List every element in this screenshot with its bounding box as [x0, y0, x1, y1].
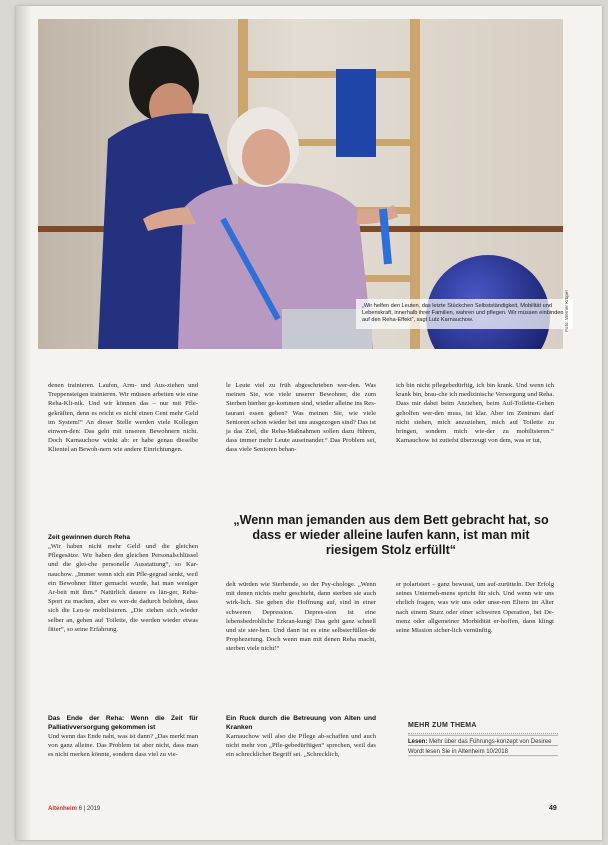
body-paragraph: ich bin nicht pflegebedürftig, ich bin krank. Und wenn ich krank bin, brau-che ich medizinische Versorgung und Reha. Dass mir dabei beim Anziehen, beim Auf-Toilette-Gehen geholfen wer-den muss, ist klar. Aber im Zentrum darf nicht stehen, mich anzuziehen, mich auf Toilette zu bringen, sondern mich wie-der zu mobilisieren.“ Karnauchow ist zutiefst überzeugt von dem, was er tut, — [396, 382, 554, 445]
pull-quote: „Wenn man jemanden aus dem Bett gebracht hat, so dass er wieder alleine laufen kann, ist man mit riesigem Stolz erfüllt“ — [233, 513, 549, 557]
more-on-topic-title: MEHR ZUM THEMA — [408, 722, 558, 734]
column-1-intro — [48, 381, 198, 455]
column-3-top — [396, 381, 554, 445]
body-paragraph: Karnauchow will also die Pflege ab-schaffen und auch nicht mehr von „Pfle-gebedürftigen“ sprechen, weil das ein schrecklicher Begriff sei. „Schrecklich, — [226, 733, 376, 759]
column-2-middle — [226, 580, 376, 654]
column-1-section-reha — [48, 533, 198, 634]
subheading-ein-ruck: Ein Ruck durch die Betreuung von Alten und Kranken — [226, 715, 376, 731]
footer-issue: 6 | 2019 — [78, 806, 101, 812]
body-paragraph: „Wir haben nicht mehr Geld und die gleichen Pflegesätze. Wir haben den gleichen Personalschlüssel und die glei-che personelle Ausstattung“, so Kar-nauchow. „Immer wenn sich ein Pfle-gegrad senkt, weil ein Bewohner fitter gemacht wurde, hat man weniger Ar-beit mit ihm.“ Natürlich dauere es län-ger, Reha-Sport zu machen, aber es wer-de dadurch belohnt, dass sich die Leu-te mobilisieren. „Die ziehen sich wieder selber an, gehen auf Toilette, die werden wieder etwas fitter“, so seine Erfahrung. — [48, 543, 198, 633]
body-paragraph: er polarisiert – ganz bewusst, um auf-zurütteln. Der Erfolg seines Unterneh-mens spricht für sich. Und wenn wir uns ehrlich fragen, was wir uns oder unse-ren Eltern im Alter nach einem Sturz oder einer schweren Operation, bei De-menz oder allgemeiner Morbidität er-hoffen, dann klingt seine Mission sicher-lich vernünftig. — [396, 581, 554, 635]
subheading-zeit-gewinnen: Zeit gewinnen durch Reha — [48, 534, 131, 541]
body-paragraph: delt würden wie Sterbende, so der Psy-chologe. „Wenn mit denen nichts mehr geschieht, dann sterben sie auch wirk-lich. Sie geben die Hoffnung auf, sind in einer schweren Depression. Depres-sion ist eine lebensbedrohliche Erkran-kung! Das geht ganz schnell und sie ster-ben. Und dann ist es eine selbsterfüllen-de Prophezeiung. Doch wenn man mit denen Reha macht, sterben viele nicht!“ — [226, 581, 376, 653]
page-number: 49 — [549, 805, 557, 812]
footer-magazine — [48, 806, 100, 812]
body-paragraph: Und wenn das Ende naht, was ist dann? „Das merkt man von ganz alleine. Das Problem ist aber nicht, dass man es nicht merken könnte, sondern dass viel zu vie- — [48, 733, 198, 759]
body-paragraph: le Leute viel zu früh abgeschrieben wer-den. Was meinen Sie, wie viele unserer Bewohner, die zum Sterben hierher ge-kommen sind, wieder alleine ins Res-taurant essen gehen? Was meinen Sie, wie viele Senioren schon wieder bei uns ausgezogen sind? Das ist ja das Ziel, die Reha-Maßnahmen sollen dazu führen, dass immer mehr Leute auseinander.“ Das Problem sei, dass viele Senioren behan- — [226, 382, 376, 454]
footer-magazine-name: Altenheim — [48, 806, 78, 812]
subheading-ende-der-reha: Das Ende der Reha: Wenn die Zeit für Palliativversorgung gekommen ist — [48, 715, 198, 731]
body-paragraph: denen trainieren. Laufen, Arm- und Aus-ziehen und Treppensteigen trainieren. Wir müssen arbeiten wie eine Reha-Kli-nik. Und wir können das – nur mit Pfle-gekräften, denn es reicht es nicht einen Cent mehr Geld im System!“ An dieser Stelle werden viele Kollegen einwen-den: Das geht mit unseren Bewohnern nicht. Doch Karnauchow winkt ab: er habe genau dieselbe Klientel an Bewoh-nern wie andere Einrichtungen. — [48, 382, 198, 454]
column-3-middle — [396, 580, 554, 635]
more-on-topic-lead: Lesen: — [408, 739, 428, 745]
more-on-topic-box — [408, 722, 558, 757]
photo-caption: „Wir helfen den Leuten, das letzte Stückchen Selbstständigkeit, Mobilität und Lebenskraft, innerhalb ihrer Familien, wahren und pflegen. Wir müssen einbinden auf den Reha-Effekt“, sagt Lutz Karnauchow. — [356, 299, 573, 329]
column-2-section-ruck — [226, 714, 376, 760]
more-on-topic-text — [408, 734, 558, 757]
more-on-topic-body: Mehr über das Führungs-konzept von Desiree Wordt lesen Sie in Altenheim 10/2018 — [408, 739, 552, 756]
photo-credit: Foto: Werner Krüper — [564, 290, 569, 332]
column-1-section-palliativ — [48, 714, 198, 760]
column-2-top — [226, 381, 376, 455]
binding-gutter — [16, 6, 30, 840]
